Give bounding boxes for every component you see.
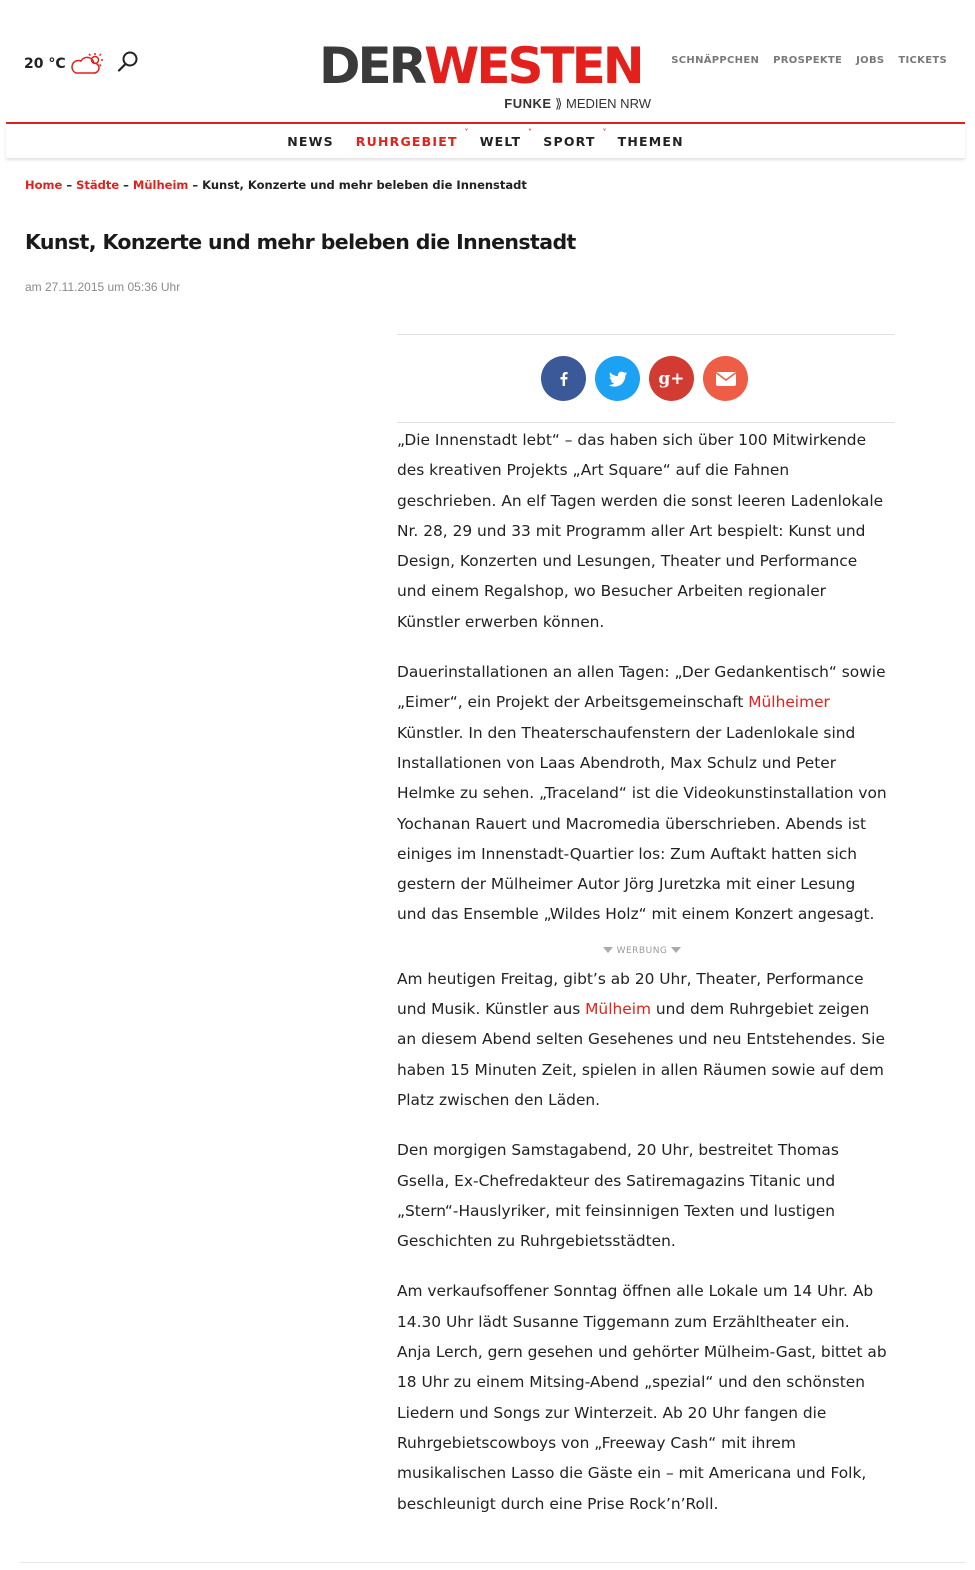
breadcrumb-staedte[interactable]: Städte xyxy=(76,178,120,192)
mail-icon xyxy=(715,371,737,387)
googleplus-icon: g+ xyxy=(658,368,685,389)
email-share-button[interactable] xyxy=(703,356,748,401)
top-link-tickets[interactable]: TICKETS xyxy=(898,55,947,66)
facebook-icon xyxy=(554,369,574,389)
article-paragraph: „Die Innenstadt lebt“ – das haben sich über 100 Mitwirkende des kreativen Projekts „Art Square“ auf die Fahnen geschrieben. An elf Tagen werden die sonst leeren Ladenlokale Nr. 28, 29 und 33 mit Programm aller Art bespielt: Kunst und Design, Konzerten und Lesungen, Theater und Performance und einem Regalshop, wo Besucher Arbeiten regionaler Künstler erwerben können. xyxy=(397,431,884,631)
breadcrumb: Home – Städte – Mülheim – Kunst, Konzerte und mehr beleben die Innenstadt xyxy=(25,178,527,192)
weather-widget[interactable] xyxy=(24,52,104,76)
article-paragraph: Den morgigen Samstagabend, 20 Uhr, bestreitet Thomas Gsella, Ex-Chefredakteur des Satiremagazins Titanic und „Stern“-Hauslyriker, mit feinsinnigen Texten und lustigen Geschichten zu Ruhrgebietsstädten. xyxy=(397,1141,839,1251)
nav-item-label: RUHRGEBIET xyxy=(355,133,458,149)
breadcrumb-city[interactable]: Mülheim xyxy=(132,178,189,192)
top-links xyxy=(671,55,947,66)
site-logo[interactable] xyxy=(319,37,655,114)
link-muelheim[interactable]: Mülheim xyxy=(585,1000,651,1019)
nav-item-label: THEMEN xyxy=(617,133,684,149)
googleplus-share-button[interactable] xyxy=(649,356,694,401)
nav-item-ruhrgebiet[interactable] xyxy=(345,127,470,149)
top-link-prospekte[interactable]: PROSPEKTE xyxy=(773,55,843,66)
chevron-down-icon: ˅ xyxy=(602,127,608,137)
footer-divider xyxy=(20,1562,965,1563)
twitter-icon xyxy=(607,368,629,390)
publisher-funke: FUNKE xyxy=(504,96,552,111)
article-paragraph: Dauerinstallationen an allen Tagen: „Der Gedankentisch“ sowie „Eimer“, ein Projekt der Arbeitsgemeinschaft Mülheimer Künstler. In den Theaterschaufenstern der Ladenlokale sind Installationen von Laas Abendroth, Max Schulz und Peter Helmke zu sehen. „Traceland“ ist die Videokunstinstallation von Yochanan Rauert und Macromedia überschrieben. Abends ist einiges im Innenstadt-Quartier los: Zum Auftakt hatten sich gestern der Mülheimer Autor Jörg Juretzka mit einer Lesung und das Ensemble „Wildes Holz“ mit einem Konzert angesagt. xyxy=(397,663,887,924)
nav-item-label: SPORT xyxy=(543,133,596,149)
top-link-schnaeppchen[interactable]: SCHNÄPPCHEN xyxy=(671,55,760,66)
triangle-down-icon xyxy=(603,947,613,953)
nav-item-sport[interactable] xyxy=(532,127,608,149)
main-nav xyxy=(6,124,965,158)
nav-item-news[interactable] xyxy=(276,134,345,149)
article-body xyxy=(397,425,887,1539)
publisher-medien: MEDIEN NRW xyxy=(566,96,651,111)
publisher-logo: FUNKE ⟫ MEDIEN NRW xyxy=(504,96,651,111)
share-bar xyxy=(541,356,748,401)
facebook-share-button[interactable] xyxy=(541,356,586,401)
nav-item-welt[interactable] xyxy=(469,127,534,149)
chevron-down-icon: ˅ xyxy=(528,127,534,137)
site-header xyxy=(0,0,975,158)
share-bottom-divider xyxy=(397,422,895,423)
twitter-share-button[interactable] xyxy=(595,356,640,401)
breadcrumb-current: Kunst, Konzerte und mehr beleben die Innenstadt xyxy=(202,178,527,192)
share-top-divider xyxy=(397,334,895,335)
nav-item-themen[interactable] xyxy=(607,134,695,149)
article-paragraph: Am verkaufsoffener Sonntag öffnen alle Lokale um 14 Uhr. Ab 14.30 Uhr lädt Susanne Tiggemann zum Erzähltheater ein. Anja Lerch, gern gesehen und gehörter Mülheim-Gast, bittet ab 18 Uhr zu einem Mitsing-Abend „spezial“ und den schönsten Liedern und Songs zur Winterzeit. Ab 20 Uhr fangen die Ruhrgebietscowboys von „Freeway Cash“ mit ihrem musikalischen Lasso die Gäste ein – mit Americana und Folk, beschleunigt durch eine Prise Rock’n’Roll. xyxy=(397,1282,887,1513)
chevron-down-icon: ˅ xyxy=(464,127,470,137)
triangle-down-icon xyxy=(671,947,681,953)
article-paragraph: Am heutigen Freitag, gibt’s ab 20 Uhr, Theater, Performance und Musik. Künstler aus Mülheim und dem Ruhrgebiet zeigen an diesem Abend selten Gesehenes und neu Entstehendes. Sie haben 15 Minuten Zeit, spielen in allen Räumen sowie auf dem Platz zwischen den Läden. xyxy=(397,969,885,1109)
page-title: Kunst, Konzerte und mehr beleben die Innenstadt xyxy=(25,230,576,254)
ad-label: WERBUNG xyxy=(397,944,887,958)
logo-westen: WESTEN xyxy=(424,37,642,95)
temperature: 20 °C xyxy=(24,56,66,72)
publish-date: am 27.11.2015 um 05:36 Uhr xyxy=(25,280,181,294)
link-muelheimer[interactable]: Mülheimer xyxy=(748,693,830,712)
breadcrumb-home[interactable]: Home xyxy=(25,178,63,192)
logo-der: DER xyxy=(319,37,425,95)
cloud-sun-icon xyxy=(70,52,104,76)
nav-item-label: NEWS xyxy=(287,133,334,149)
nav-item-label: WELT xyxy=(479,133,522,149)
search-icon[interactable] xyxy=(116,50,140,74)
top-link-jobs[interactable]: JOBS xyxy=(856,55,885,66)
